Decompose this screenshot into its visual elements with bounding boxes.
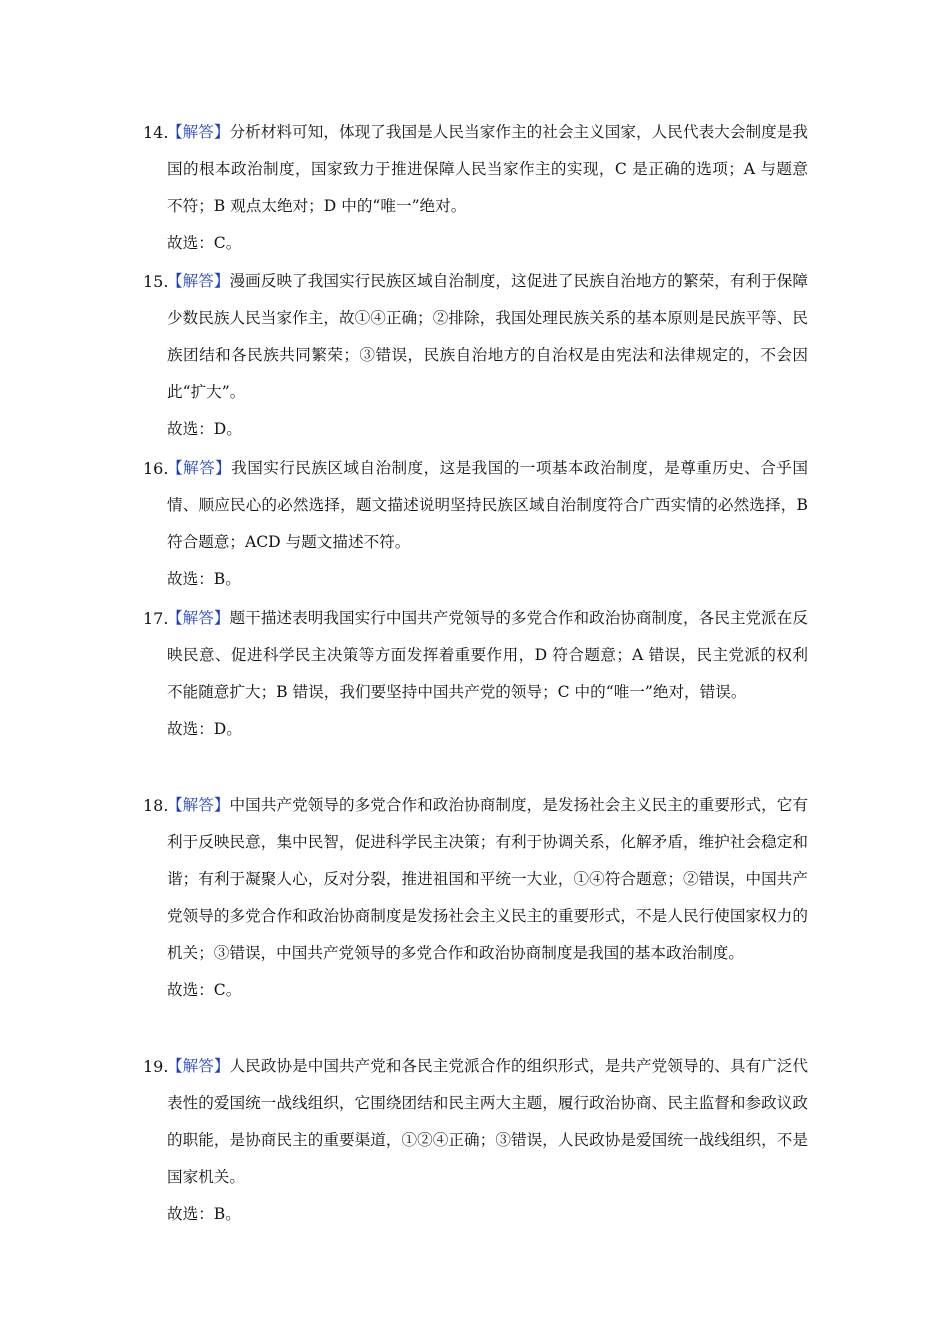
question-15 <box>143 263 808 448</box>
answer-prefix: 故选： <box>167 981 214 999</box>
answer-line <box>167 972 808 1009</box>
answer-line <box>167 225 808 262</box>
answer-tag: 【解答】 <box>167 272 230 290</box>
answer-choice: B。 <box>213 570 241 588</box>
answer-line <box>167 411 808 448</box>
question-18 <box>143 787 808 1009</box>
answer-prefix: 故选： <box>167 720 214 738</box>
question-number: 18. <box>143 796 169 815</box>
answer-tag: 【解答】 <box>167 609 230 627</box>
explanation <box>167 450 808 561</box>
question-19 <box>143 1048 808 1233</box>
question-number: 16. <box>143 459 169 478</box>
question-14 <box>143 114 808 262</box>
question-16 <box>143 450 808 598</box>
question-number: 15. <box>143 272 169 291</box>
answer-choice: C。 <box>213 981 242 999</box>
answer-prefix: 故选： <box>167 570 214 588</box>
answer-choice: B。 <box>213 1205 241 1223</box>
explanation <box>167 787 808 972</box>
answer-choice: C。 <box>213 234 242 252</box>
answer-tag: 【解答】 <box>167 459 232 477</box>
answer-choice: D。 <box>213 420 242 438</box>
question-number: 17. <box>143 609 169 628</box>
explanation-text: 中国共产党领导的多党合作和政治协商制度，是发扬社会主义民主的重要形式，它有利于反映民意，集中民智，促进科学民主决策；有利于协调关系，化解矛盾，维护社会稳定和谐；有利于凝聚人心，反对分裂，推进祖国和平统一大业，①④符合题意；②错误，中国共产党领导的多党合作和政治协商制度是发扬社会主义民主的重要形式，不是人民行使国家权力的机关；③错误，中国共产党领导的多党合作和政治协商制度是我国的基本政治制度。 <box>167 796 808 962</box>
explanation-text: 题干描述表明我国实行中国共产党领导的多党合作和政治协商制度，各民主党派在反映民意、促进科学民主决策等方面发挥着重要作用，D 符合题意；A 错误，民主党派的权利不能随意扩大；B 错误，我们要坚持中国共产党的领导；C 中的“唯一”绝对，错误。 <box>167 609 808 701</box>
explanation-text: 漫画反映了我国实行民族区域自治制度，这促进了民族自治地方的繁荣，有利于保障少数民族人民当家作主，故①④正确；②排除，我国处理民族关系的基本原则是民族平等、民族团结和各民族共同繁荣；③错误，民族自治地方的自治权是由宪法和法律规定的，不会因此“扩大”。 <box>167 272 808 401</box>
question-number: 14. <box>143 123 169 142</box>
answer-tag: 【解答】 <box>167 123 230 141</box>
explanation <box>167 600 808 711</box>
answer-tag: 【解答】 <box>167 796 230 814</box>
answer-prefix: 故选： <box>167 1205 214 1223</box>
answer-line <box>167 561 808 598</box>
answer-tag: 【解答】 <box>167 1057 230 1075</box>
explanation <box>167 114 808 225</box>
question-number: 19. <box>143 1057 169 1076</box>
explanation-text: 人民政协是中国共产党和各民主党派合作的组织形式，是共产党领导的、具有广泛代表性的爱国统一战线组织，它围绕团结和民主两大主题，履行政治协商、民主监督和参政议政的职能，是协商民主的重要渠道，①②④正确；③错误，人民政协是爱国统一战线组织，不是国家机关。 <box>167 1057 808 1186</box>
explanation <box>167 1048 808 1196</box>
answer-choice: D。 <box>213 720 242 738</box>
answer-prefix: 故选： <box>167 420 214 438</box>
explanation <box>167 263 808 411</box>
question-17 <box>143 600 808 748</box>
explanation-text: 分析材料可知，体现了我国是人民当家作主的社会主义国家，人民代表大会制度是我国的根本政治制度，国家致力于推进保障人民当家作主的实现，C 是正确的选项；A 与题意不符；B 观点太绝对；D 中的“唯一”绝对。 <box>167 123 808 215</box>
answer-line <box>167 711 808 748</box>
answer-prefix: 故选： <box>167 234 214 252</box>
answer-line <box>167 1196 808 1233</box>
explanation-text: 我国实行民族区域自治制度，这是我国的一项基本政治制度，是尊重历史、合乎国情、顺应民心的必然选择，题文描述说明坚持民族区域自治制度符合广西实情的必然选择，B 符合题意；ACD 与题文描述不符。 <box>167 459 808 551</box>
